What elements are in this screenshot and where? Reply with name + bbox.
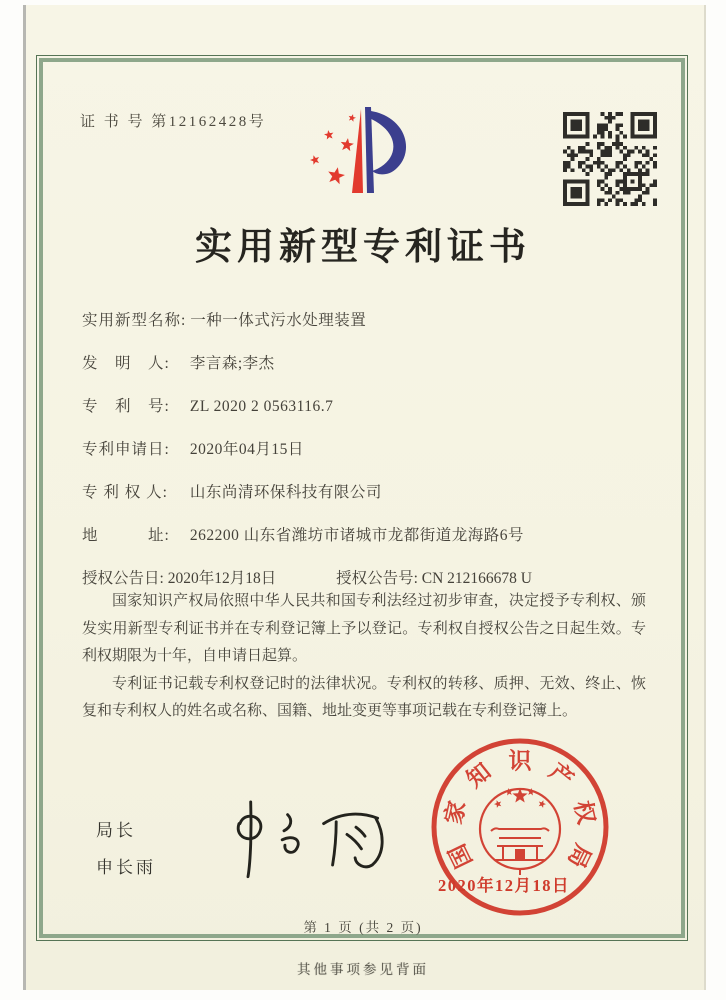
field-label: 地 址: (82, 527, 170, 544)
svg-text:产: 产 (544, 758, 579, 793)
qr-code-icon (563, 112, 657, 206)
field-value: ZL 2020 2 0563116.7 (189, 398, 334, 415)
page-indicator: 第 1 页 (共 2 页) (303, 920, 423, 935)
field-value: 262200 山东省潍坊市诸城市龙都街道龙海路6号 (189, 527, 525, 544)
field-row-inventors (82, 342, 648, 385)
logo-star-icon (349, 114, 356, 122)
certificate-number: 证 书 号 第12162428号 (80, 114, 267, 130)
field-row-patentee (82, 471, 648, 514)
svg-text:家: 家 (440, 798, 471, 827)
logo-star-icon (341, 138, 354, 151)
legal-paragraph: 专利证书记载专利权登记时的法律状况。专利权的转移、质押、无效、终止、恢复和专利权人的姓名或名称、国籍、地址变更等事项记载在专利登记簿上。 (82, 675, 646, 719)
field-label: 专 利 权 人: (82, 484, 168, 501)
legal-text (82, 588, 646, 726)
field-value: CN 212166678 U (421, 570, 532, 587)
logo-star-icon (324, 130, 333, 139)
field-label: 实用新型名称: (82, 312, 187, 329)
field-value: 山东尚清环保科技有限公司 (189, 484, 382, 501)
field-label: 发 明 人: (82, 355, 170, 372)
field-row-filing-date (82, 428, 648, 471)
field-label: 授权公告号: (336, 570, 418, 587)
svg-text:知: 知 (461, 758, 496, 793)
field-value: 2020年04月15日 (189, 441, 304, 458)
legal-paragraph: 国家知识产权局依照中华人民共和国专利法经过初步审查，决定授予专利权、颁发实用新型专利证书并在专利登记簿上予以登记。专利权自授权公告之日起生效。专利权期限为十年，自申请日起算。 (82, 593, 646, 664)
director-signature-icon (203, 793, 401, 883)
field-label: 专利申请日: (82, 441, 170, 458)
field-row-address (82, 514, 648, 557)
field-row-patent-number (82, 385, 648, 428)
svg-text:识: 识 (508, 748, 532, 774)
seal-date: 2020年12月18日 (438, 876, 570, 895)
director-title: 局长 (96, 821, 136, 840)
national-emblem-stars (494, 788, 546, 860)
logo-p-bowl (369, 111, 406, 174)
footer-note: 其他事项参见背面 (297, 962, 429, 977)
field-value: 一种一体式污水处理装置 (190, 312, 367, 329)
cnipa-logo-icon (300, 105, 415, 201)
logo-star-icon (328, 167, 345, 184)
svg-text:国: 国 (444, 840, 478, 872)
logo-star-icon (310, 155, 319, 165)
director-name: 申长雨 (96, 858, 156, 877)
certificate-title: 实用新型专利证书 (195, 227, 531, 268)
grant-date-group (82, 570, 280, 587)
field-list (82, 299, 648, 600)
field-value: 2020年12月18日 (167, 570, 277, 587)
svg-text:局: 局 (562, 840, 596, 872)
field-label: 专 利 号: (82, 398, 170, 415)
director-block (96, 816, 156, 878)
field-value: 李言森;李杰 (189, 355, 275, 372)
logo-spire (352, 109, 363, 193)
field-label: 授权公告日: (82, 570, 164, 587)
logo-p-stem (365, 107, 374, 193)
field-row-patent-name (82, 299, 648, 342)
grant-number-group (336, 570, 532, 587)
emblem-roof (491, 828, 549, 831)
svg-text:权: 权 (569, 798, 600, 827)
